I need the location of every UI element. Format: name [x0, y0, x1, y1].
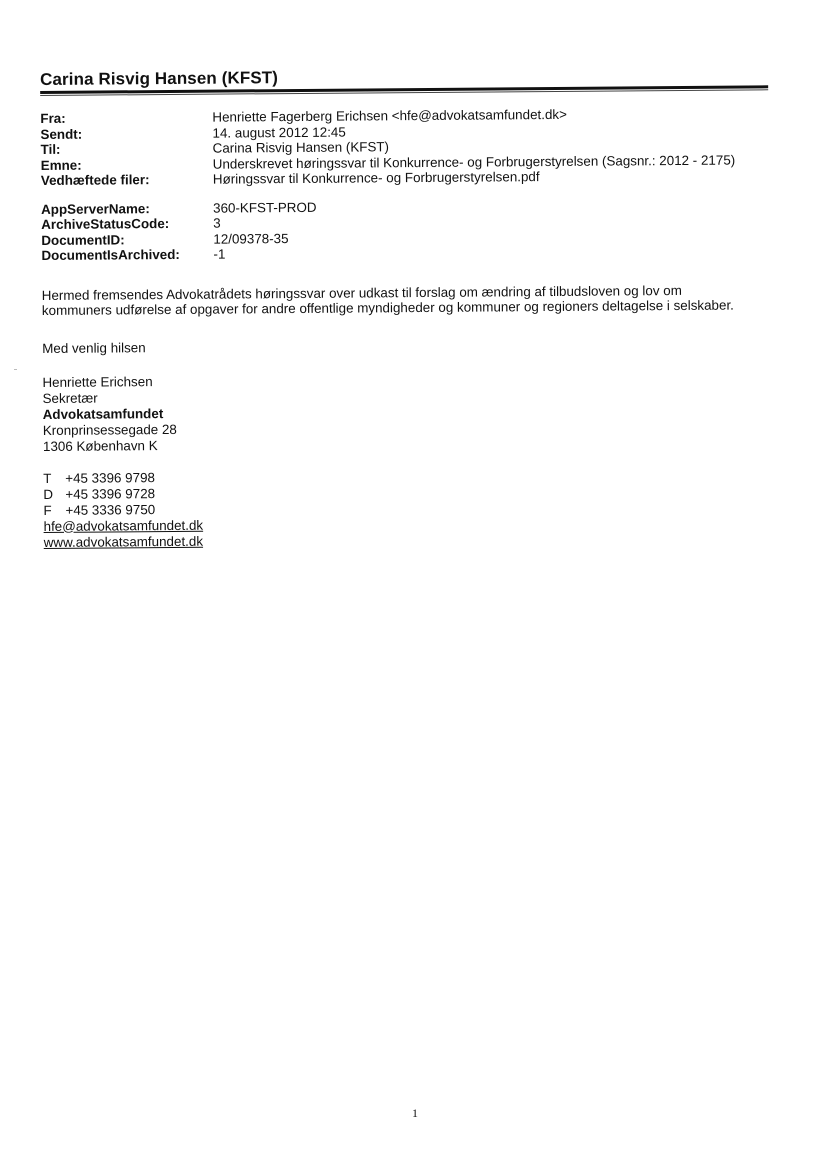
field-value: 14. august 2012 12:45: [212, 124, 346, 141]
field-value: Underskrevet høringssvar til Konkurrence- og Forbrugerstyrelsen (Sagsnr.: 2012 - 2175): [212, 152, 736, 172]
field-label: Emne:: [40, 157, 82, 173]
email-printout: [40, 64, 774, 550]
contact-key: T: [43, 470, 52, 486]
meta-label: DocumentIsArchived:: [41, 246, 180, 263]
field-label: Sendt:: [40, 126, 83, 142]
meta-value: 360-KFST-PROD: [213, 199, 317, 216]
signature-city: 1306 København K: [42, 437, 158, 454]
meta-value: 12/09378-35: [213, 230, 289, 247]
field-value: Høringssvar til Konkurrence- og Forbrugerstyrelsen.pdf: [212, 169, 540, 187]
greeting: Med venlig hilsen: [42, 339, 146, 356]
field-value: Carina Risvig Hansen (KFST): [212, 139, 390, 156]
email-link[interactable]: hfe@advokatsamfundet.dk: [43, 517, 204, 534]
signature-name: Henriette Erichsen: [42, 373, 153, 390]
body-line: kommuners udførelse af opgaver for andre offentlige myndigheder og kommuner og regioners deltagelse i selskaber.: [41, 297, 734, 318]
signature-role: Sekretær: [42, 390, 98, 406]
contact-number: +45 3396 9728: [65, 485, 156, 502]
contact-number: +45 3336 9750: [65, 501, 156, 518]
field-value: Henriette Fagerberg Erichsen <hfe@advokatsamfundet.dk>: [212, 106, 567, 125]
meta-label: ArchiveStatusCode:: [41, 215, 170, 232]
body-line: Hermed fremsendes Advokatrådets høringssvar over udkast til forslag om ændring af tilbudsloven og lov om: [41, 282, 682, 303]
signature-block: [42, 369, 773, 551]
contact-number: +45 3396 9798: [65, 469, 155, 486]
website-link[interactable]: www.advokatsamfundet.dk: [43, 533, 204, 550]
signature-org: Advokatsamfundet: [42, 405, 164, 422]
scan-speck: [14, 369, 17, 370]
field-label: Fra:: [40, 110, 66, 126]
contact-list: [43, 465, 774, 551]
email-body: [42, 282, 772, 319]
contact-key: D: [43, 486, 54, 502]
field-label: Til:: [40, 141, 61, 157]
meta-label: DocumentID:: [41, 231, 125, 248]
page-number: 1: [412, 1106, 418, 1120]
meta-label: AppServerName:: [41, 200, 150, 217]
email-header: [40, 105, 771, 263]
document-title: Carina Risvig Hansen (KFST): [40, 68, 279, 89]
signature-street: Kronprinsessegade 28: [42, 421, 177, 438]
field-label: Vedhæftede filer:: [40, 172, 150, 188]
meta-value: -1: [213, 246, 226, 262]
contact-key: F: [43, 502, 52, 518]
meta-value: 3: [213, 215, 221, 231]
